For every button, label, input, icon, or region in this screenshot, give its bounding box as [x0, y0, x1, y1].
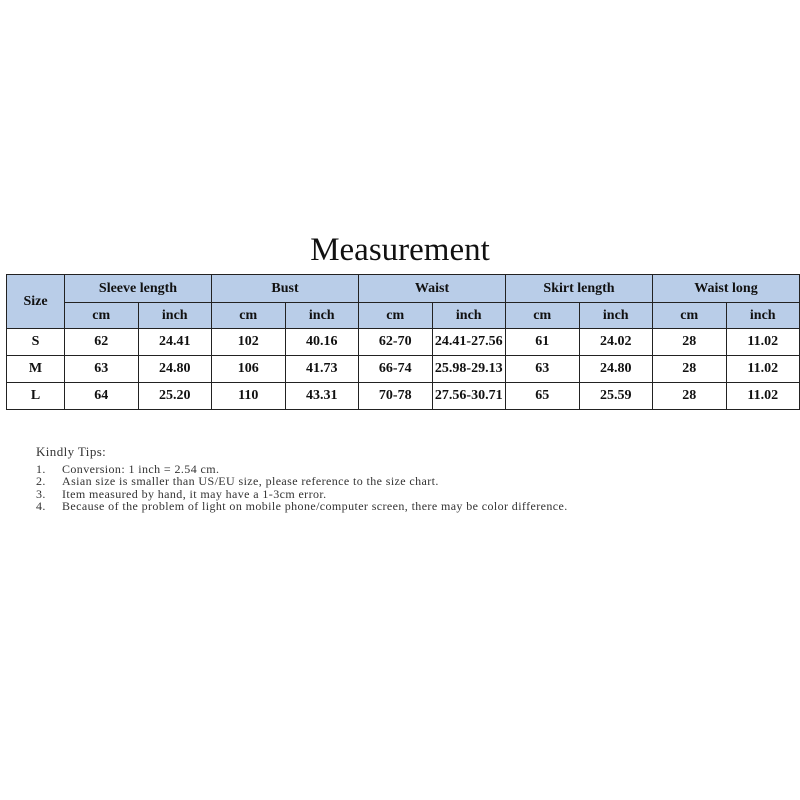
group-header-sleeve-length: Sleeve length	[65, 275, 212, 303]
kindly-tips	[36, 446, 702, 513]
value-cell: 102	[212, 329, 286, 356]
tip-text: Asian size is smaller than US/EU size, please reference to the size chart.	[62, 474, 439, 488]
value-cell: 24.41	[138, 329, 212, 356]
value-cell: 24.80	[579, 356, 653, 383]
value-cell: 24.02	[579, 329, 653, 356]
size-cell: S	[7, 329, 65, 356]
value-cell: 40.16	[285, 329, 359, 356]
value-cell: 24.80	[138, 356, 212, 383]
tip-item	[36, 500, 702, 513]
value-cell: 24.41-27.56	[432, 329, 506, 356]
table-row	[7, 329, 800, 356]
value-cell: 43.31	[285, 383, 359, 410]
size-chart-table	[6, 274, 800, 410]
unit-header-cm: cm	[506, 303, 580, 329]
value-cell: 62-70	[359, 329, 433, 356]
value-cell: 28	[653, 329, 727, 356]
group-header-waist-long: Waist long	[653, 275, 800, 303]
value-cell: 25.98-29.13	[432, 356, 506, 383]
table-row	[7, 383, 800, 410]
value-cell: 63	[65, 356, 139, 383]
tip-text: Conversion: 1 inch = 2.54 cm.	[62, 461, 220, 476]
group-header-bust: Bust	[212, 275, 359, 303]
value-cell: 27.56-30.71	[432, 383, 506, 410]
unit-header-cm: cm	[653, 303, 727, 329]
value-cell: 25.59	[579, 383, 653, 410]
size-cell: L	[7, 383, 65, 410]
value-cell: 11.02	[726, 356, 800, 383]
tips-list	[36, 463, 702, 513]
value-cell: 61	[506, 329, 580, 356]
group-header-skirt-length: Skirt length	[506, 275, 653, 303]
value-cell: 28	[653, 356, 727, 383]
tip-text: Item measured by hand, it may have a 1-3cm error.	[62, 486, 327, 501]
tip-item	[36, 475, 702, 488]
value-cell: 110	[212, 383, 286, 410]
size-cell: M	[7, 356, 65, 383]
table-row	[7, 356, 800, 383]
tips-heading: Kindly Tips:	[36, 444, 107, 459]
tip-number: 4.	[36, 499, 46, 513]
value-cell: 11.02	[726, 383, 800, 410]
unit-header-cm: cm	[212, 303, 286, 329]
value-cell: 65	[506, 383, 580, 410]
tip-text: Because of the problem of light on mobile phone/computer screen, there may be color difference.	[62, 499, 568, 513]
value-cell: 64	[65, 383, 139, 410]
value-cell: 11.02	[726, 329, 800, 356]
group-header-waist: Waist	[359, 275, 506, 303]
unit-header-inch: inch	[579, 303, 653, 329]
unit-header-cm: cm	[65, 303, 139, 329]
value-cell: 62	[65, 329, 139, 356]
unit-header-inch: inch	[726, 303, 800, 329]
tip-number: 3.	[36, 486, 46, 501]
value-cell: 28	[653, 383, 727, 410]
value-cell: 70-78	[359, 383, 433, 410]
table-unit-row	[7, 303, 800, 329]
table-header-row	[7, 275, 800, 303]
tip-number: 1.	[36, 461, 46, 476]
unit-header-inch: inch	[285, 303, 359, 329]
value-cell: 41.73	[285, 356, 359, 383]
unit-header-cm: cm	[359, 303, 433, 329]
tip-number: 2.	[36, 474, 46, 488]
unit-header-inch: inch	[432, 303, 506, 329]
value-cell: 63	[506, 356, 580, 383]
unit-header-inch: inch	[138, 303, 212, 329]
page-title: Measurement	[310, 232, 490, 268]
value-cell: 25.20	[138, 383, 212, 410]
value-cell: 106	[212, 356, 286, 383]
value-cell: 66-74	[359, 356, 433, 383]
size-header: Size	[7, 275, 65, 329]
